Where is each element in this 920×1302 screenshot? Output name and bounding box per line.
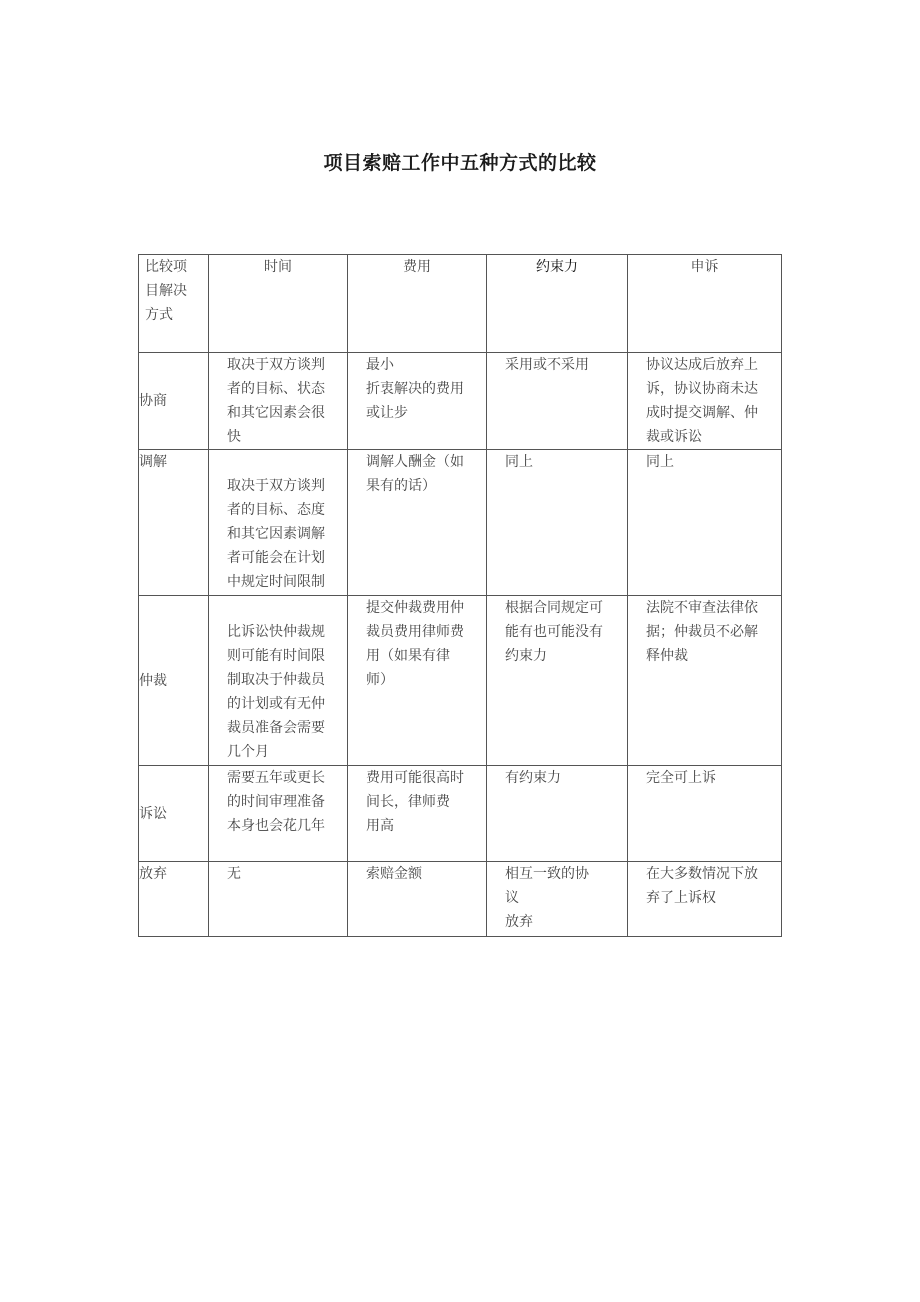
- cost-cell: 费用可能很高时 间长，律师费 用高: [348, 766, 487, 862]
- binding-cell: 有约束力: [487, 766, 628, 862]
- cost-cell: 提交仲裁费用仲 裁员费用律师费 用（如果有律 师）: [348, 596, 487, 766]
- header-cost: 费用: [348, 255, 487, 353]
- time-cell: 比诉讼快仲裁规 则可能有时间限 制取决于仲裁员 的计划或有无仲 裁员准备会需要 几个月: [209, 596, 348, 766]
- binding-cell: 相互一致的协 议 放弃: [487, 862, 628, 937]
- table-row: [139, 766, 782, 862]
- header-time: 时间: [209, 255, 348, 353]
- binding-cell: 根据合同规定可 能有也可能没有 约束力: [487, 596, 628, 766]
- time-cell: 无: [209, 862, 348, 937]
- method-cell: 仲裁: [139, 596, 209, 766]
- appeal-cell: 协议达成后放弃上 诉，协议协商未达 成时提交调解、仲 裁或诉讼: [628, 353, 782, 450]
- method-cell: 调解: [139, 450, 209, 596]
- time-cell: 取决于双方谈判 者的目标、状态 和其它因素会很 快: [209, 353, 348, 450]
- header-binding: 约束力: [487, 255, 628, 353]
- method-cell: 协商: [139, 353, 209, 450]
- appeal-cell: 在大多数情况下放 弃了上诉权: [628, 862, 782, 937]
- binding-cell: 同上: [487, 450, 628, 596]
- table-row: [139, 353, 782, 450]
- corner-header: 比较项 目解决 方式: [139, 255, 209, 353]
- method-cell: 诉讼: [139, 766, 209, 862]
- cost-cell: 最小 折衷解决的费用 或让步: [348, 353, 487, 450]
- page-title: 项目索赔工作中五种方式的比较: [323, 152, 597, 174]
- comparison-table: [138, 254, 782, 937]
- header-row: [139, 255, 782, 353]
- appeal-cell: 同上: [628, 450, 782, 596]
- appeal-cell: 完全可上诉: [628, 766, 782, 862]
- time-cell: 取决于双方谈判 者的目标、态度 和其它因素调解 者可能会在计划 中规定时间限制: [209, 450, 348, 596]
- cost-cell: 索赔金额: [348, 862, 487, 937]
- method-cell: 放弃: [139, 862, 209, 937]
- table-row: [139, 596, 782, 766]
- cost-cell: 调解人酬金（如 果有的话）: [348, 450, 487, 596]
- table-row: [139, 862, 782, 937]
- appeal-cell: 法院不审查法律依 据；仲裁员不必解 释仲裁: [628, 596, 782, 766]
- table-row: [139, 450, 782, 596]
- binding-cell: 采用或不采用: [487, 353, 628, 450]
- time-cell: 需要五年或更长 的时间审理准备 本身也会花几年: [209, 766, 348, 862]
- header-appeal: 申诉: [628, 255, 782, 353]
